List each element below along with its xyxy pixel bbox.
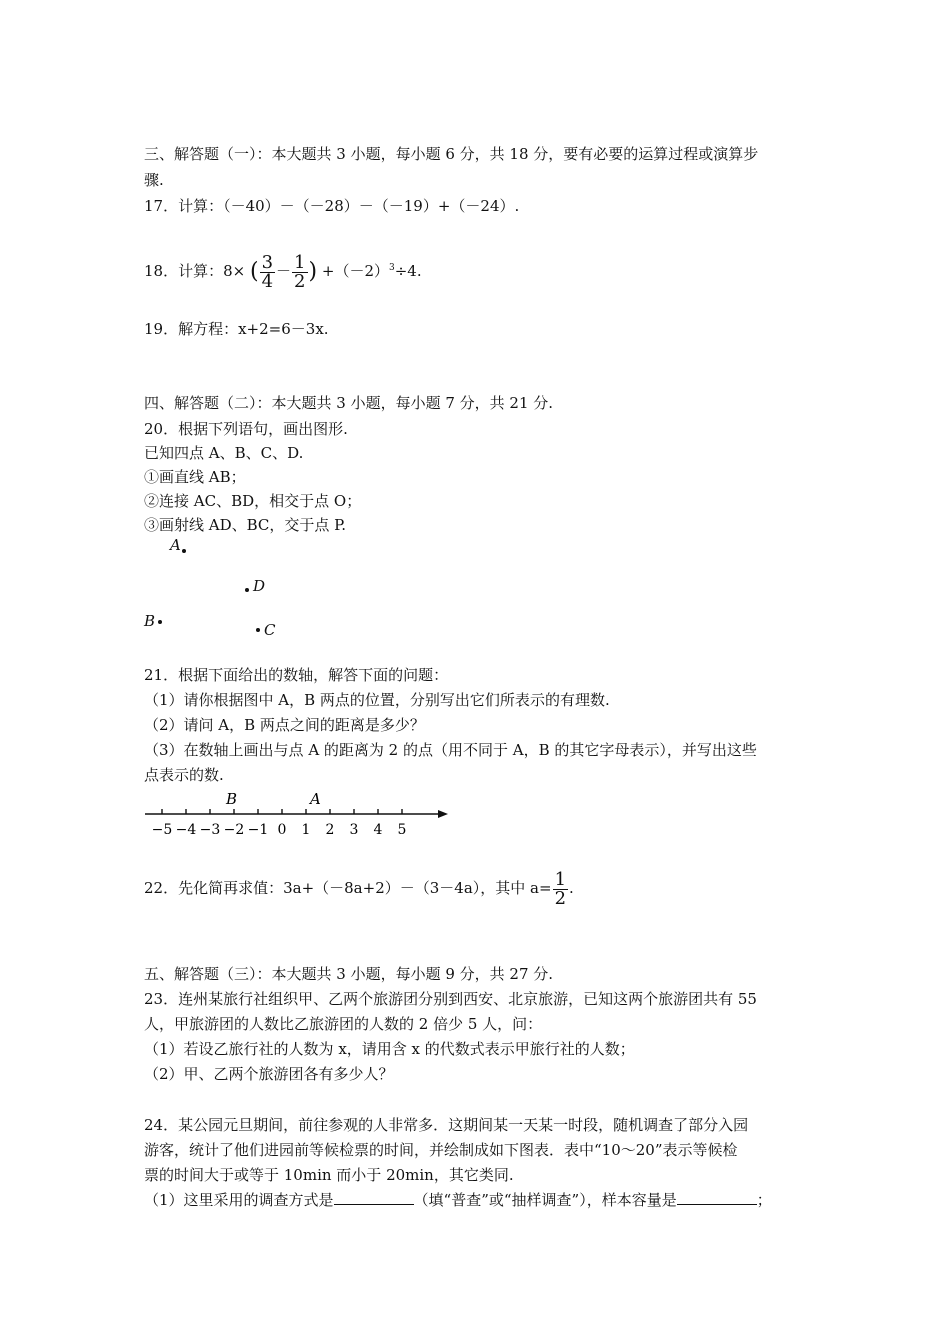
question-21-line5: 点表示的数. (144, 766, 224, 784)
fraction-1-2b: $\frac{1}{2}$ (554, 868, 567, 909)
axis-tick-label: 4 (373, 822, 383, 838)
question-20-line5: ③画射线 AD、BC，交于点 P. (144, 516, 346, 534)
fraction-1-2: $\frac{1}{2}$ (294, 251, 306, 292)
question-22: 22．先化简再求值：3a+（－8a+2）－（3－4a），其中 a= $\frac{1}{2}$ . (144, 868, 574, 909)
number-line (140, 786, 460, 842)
axis-tick-label: 3 (349, 822, 359, 838)
answer-blank-method[interactable] (334, 1190, 414, 1205)
question-24-line3: 票的时间大于或等于 10min 而小于 20min，其它类同. (144, 1166, 514, 1184)
question-20-line1: 20．根据下列语句，画出图形. (144, 420, 348, 438)
point-b (158, 620, 162, 624)
axis-label-b: B (226, 790, 238, 808)
axis-tick-label: 1 (301, 822, 311, 838)
axis-tick-label: −3 (199, 822, 221, 838)
axis-tick-label: −1 (247, 822, 269, 838)
question-21-line4: （3）在数轴上画出与点 A 的距离为 2 的点（用不同于 A，B 的其它字母表示），并写出这些 (144, 741, 757, 759)
question-24-line1: 24．某公园元旦期间，前往参观的人非常多．这期间某一天某一时段，随机调查了部分入园 (144, 1116, 749, 1134)
axis-arrow (438, 810, 448, 818)
axis-tick-label: −4 (175, 822, 197, 838)
question-17: 17．计算：（－40）－（－28）－（－19）+（－24）. (144, 197, 520, 215)
question-23-line3: （1）若设乙旅行社的人数为 x，请用含 x 的代数式表示甲旅行社的人数； (144, 1040, 635, 1058)
question-23-line2: 人，甲旅游团的人数比乙旅游团的人数的 2 倍少 5 人，问： (144, 1015, 543, 1033)
point-c (256, 628, 260, 632)
section3-header: 三、解答题（一）：本大题共 3 小题，每小题 6 分，共 18 分，要有必要的运算过程或演算步 (144, 145, 759, 163)
point-d-label: D (253, 577, 266, 595)
axis-tick-label: −2 (223, 822, 245, 838)
question-21-line2: （1）请你根据图中 A，B 两点的位置，分别写出它们所表示的有理数. (144, 691, 610, 709)
section3-header-cont: 骤. (144, 171, 164, 189)
question-24-part1: （1）这里采用的调查方式是 （填“普查”或“抽样调查”），样本容量是 ； (144, 1191, 772, 1209)
question-23-line1: 23．连州某旅行社组织甲、乙两个旅游团分别到西安、北京旅游，已知这两个旅游团共有 55 (144, 990, 757, 1008)
question-21-line1: 21．根据下面给出的数轴，解答下面的问题： (144, 666, 449, 684)
axis-tick-label: 2 (325, 822, 335, 838)
question-18: 18．计算：8× ( $\frac{3}{4}$ － $\frac{1}{2}$ ) $+(-2)^3\div 4$. (144, 251, 422, 292)
axis-tick-label: −5 (151, 822, 173, 838)
fraction-3-4: $\frac{3}{4}$ (261, 251, 274, 292)
question-24-line2: 游客，统计了他们进园前等候检票的时间，并绘制成如下图表．表中“10～20”表示等候检 (144, 1141, 738, 1159)
answer-blank-sample-size[interactable] (677, 1190, 757, 1205)
point-a (182, 549, 186, 553)
axis-tick-label: 5 (397, 822, 407, 838)
question-23-line4: （2）甲、乙两个旅游团各有多少人？ (144, 1065, 394, 1083)
point-a-label: A (170, 536, 181, 554)
point-d (245, 588, 249, 592)
point-c-label: C (264, 621, 276, 639)
question-20-line4: ②连接 AC、BD，相交于点 O； (144, 492, 362, 510)
point-b-label: B (144, 612, 156, 630)
question-21-line3: （2）请问 A，B 两点之间的距离是多少？ (144, 716, 425, 734)
section4-header: 四、解答题（二）：本大题共 3 小题，每小题 7 分，共 21 分. (144, 394, 554, 412)
axis-tick-label: 0 (277, 822, 287, 838)
axis-label-a: A (310, 790, 321, 808)
section5-header: 五、解答题（三）：本大题共 3 小题，每小题 9 分，共 27 分. (144, 965, 554, 983)
question-20-line2: 已知四点 A、B、C、D. (144, 444, 304, 462)
question-19: 19．解方程：x+2=6－3x. (144, 320, 329, 338)
question-20-line3: ①画直线 AB； (144, 468, 246, 486)
